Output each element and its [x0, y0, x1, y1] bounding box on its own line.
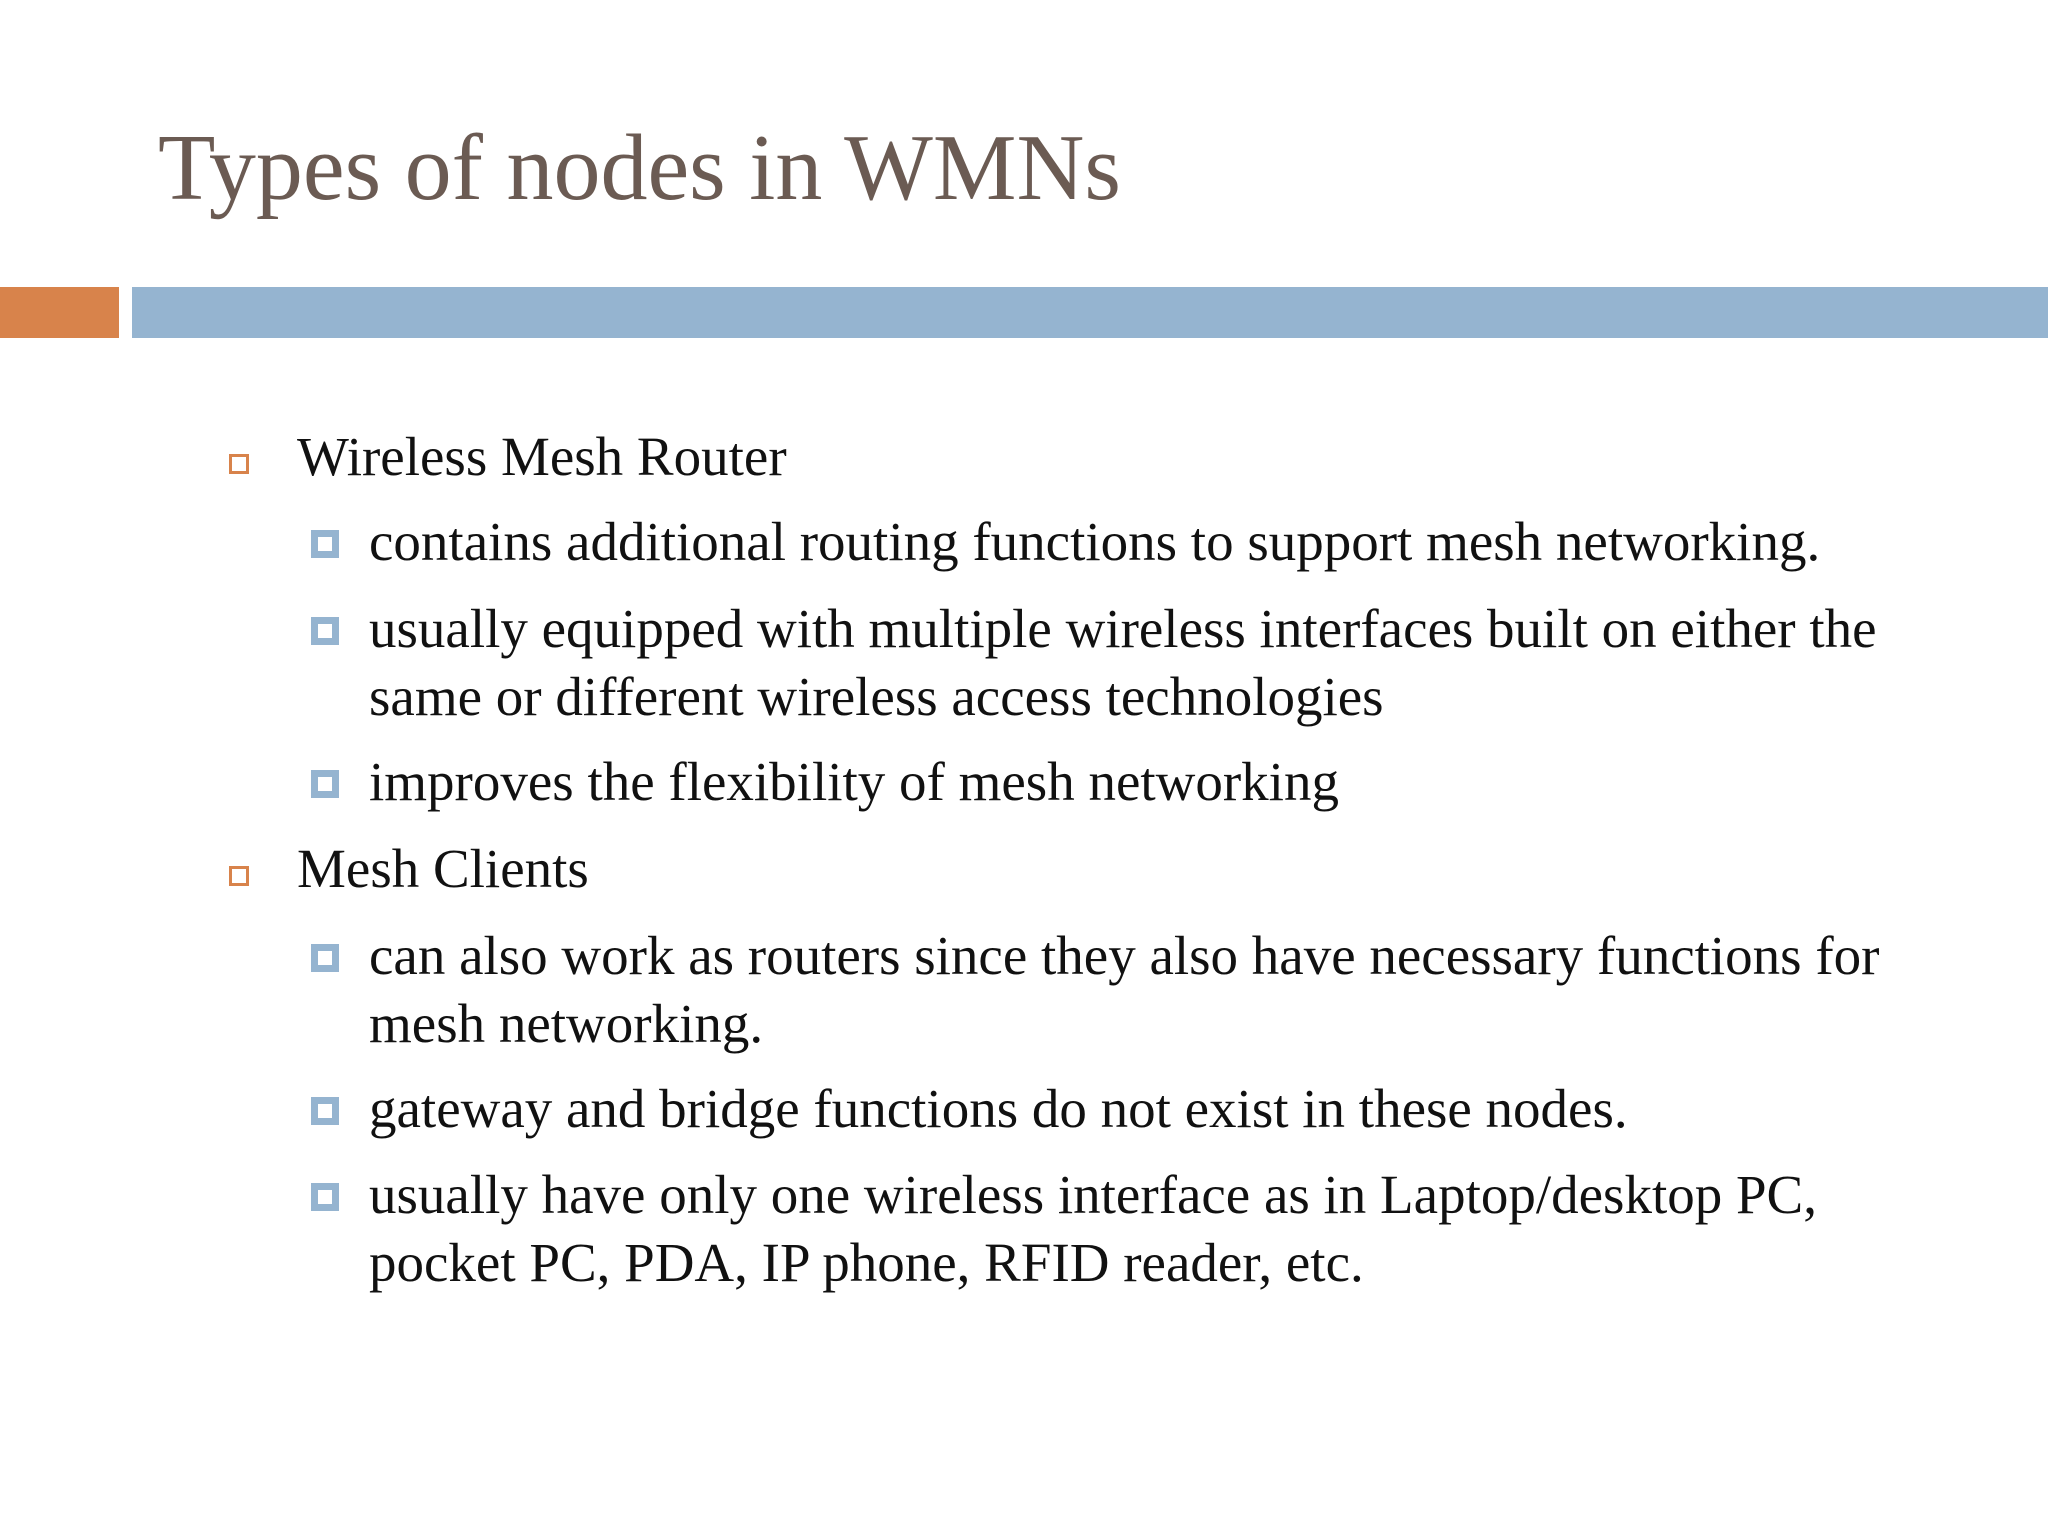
- title-accent-bar-orange: [0, 287, 119, 338]
- bullet-square-icon: [229, 454, 249, 474]
- sub-bullet-square-icon: [311, 1097, 339, 1125]
- bullet-square-icon: [229, 866, 249, 886]
- list-item: gateway and bridge functions do not exist in these nodes.: [369, 1078, 1628, 1139]
- list-item: improves the flexibility of mesh networking: [369, 751, 1339, 812]
- slide-title: Types of nodes in WMNs: [158, 116, 1121, 220]
- title-accent-bar-blue: [132, 287, 2048, 338]
- list-item: usually have only one wireless interface as in Laptop/desktop PC, pocket PC, PDA, IP phone, RFID reader, etc.: [369, 1164, 1817, 1293]
- list-item: can also work as routers since they also have necessary functions for mesh networking.: [369, 925, 1880, 1054]
- sub-bullet-square-icon: [311, 770, 339, 798]
- section-heading-mesh-router: Wireless Mesh Router: [297, 426, 787, 487]
- section-heading-mesh-clients: Mesh Clients: [297, 838, 589, 899]
- sub-bullet-square-icon: [311, 617, 339, 645]
- sub-bullet-square-icon: [311, 530, 339, 558]
- sub-bullet-square-icon: [311, 944, 339, 972]
- list-item: contains additional routing functions to support mesh networking.: [369, 511, 1821, 572]
- sub-bullet-square-icon: [311, 1183, 339, 1211]
- list-item: usually equipped with multiple wireless interfaces built on either the same or different wireless access technologies: [369, 598, 1877, 727]
